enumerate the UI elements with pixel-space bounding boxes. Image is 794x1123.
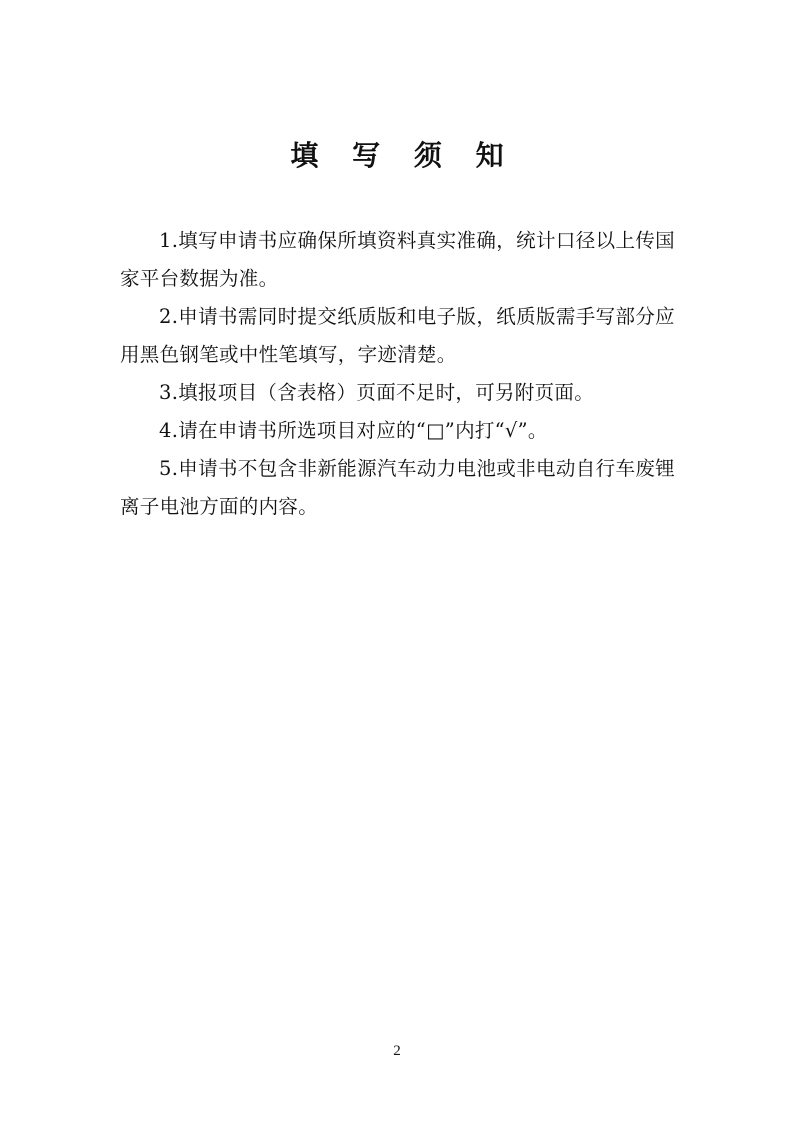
page-number: 2: [393, 1043, 401, 1059]
instructions-body: [120, 222, 675, 526]
page-title: 填 写 须 知: [290, 139, 516, 172]
instruction-item-5: 5.申请书不包含非新能源汽车动力电池或非电动自行车废锂离子电池方面的内容。: [120, 457, 675, 518]
instruction-item-1: 1.填写申请书应确保所填资料真实准确，统计口径以上传国家平台数据为准。: [120, 229, 675, 290]
instruction-item-3: 3.填报项目（含表格）页面不足时，可另附页面。: [159, 381, 595, 404]
instruction-item-4: 4.请在申请书所选项目对应的“□”内打“√”。: [159, 419, 548, 442]
instruction-item-2: 2.申请书需同时提交纸质版和电子版，纸质版需手写部分应用黑色钢笔或中性笔填写，字迹清楚。: [120, 305, 675, 366]
